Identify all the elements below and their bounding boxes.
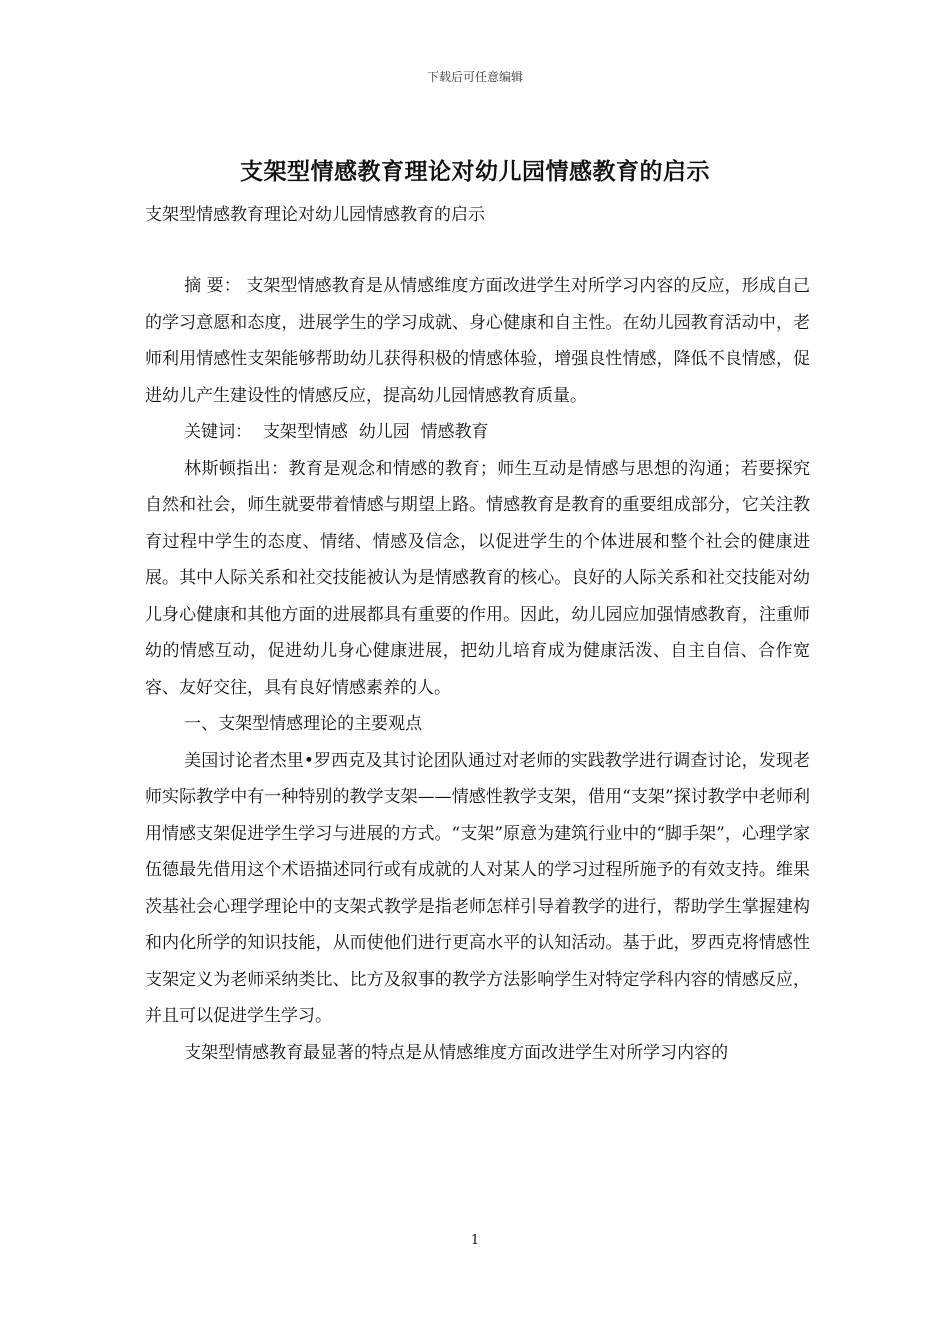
- section-heading: 一、支架型情感理论的主要观点: [184, 714, 423, 734]
- continuing-paragraph: 支架型情感教育最显著的特点是从情感维度方面改进学生对所学习内容的: [184, 1042, 729, 1063]
- section-paragraph: 美国讨论者杰里•罗西克及其讨论团队通过对老师的实践教学进行调查讨论，发现老师实际教学中有一种特别的教学支架——情感性教学支架，借用“支架”探讨教学中老师利用情感支架促进学生学习与进展的方式。“支架”原意为建筑行业中的“脚手架”，心理学家伍德最先借用这个术语描述同行或有成就的人对某人的学习过程所施予的有效支持。维果茨基社会心理学理论中的支架式教学是指老师怎样引导着教学的进行，帮助学生掌握建构和内化所学的知识技能，从而使他们进行更高水平的认知活动。基于此，罗西克将情感性支架定义为老师采纳类比、比方及叙事的教学方法影响学生对特定学科内容的情感反应，并且可以促进学生学习。: [145, 750, 810, 1026]
- document-title: 支架型情感教育理论对幼儿园情感教育的启示: [240, 158, 710, 185]
- intro-paragraph: 林斯顿指出：教育是观念和情感的教育；师生互动是情感与思想的沟通；若要探究自然和社会，师生就要带着情感与期望上路。情感教育是教育的重要组成部分，它关注教育过程中学生的态度、情绪、情感及信念，以促进学生的个体进展和整个社会的健康进展。其中人际关系和社交技能被认为是情感教育的核心。良好的人际关系和社交技能对幼儿身心健康和其他方面的进展都具有重要的作用。因此，幼儿园应加强情感教育，注重师幼的情感互动，促进幼儿身心健康进展，把幼儿培育成为健康活泼、自主自信、合作宽容、友好交往，具有良好情感素养的人。: [145, 458, 810, 698]
- header-note: 下载后可任意编辑: [426, 70, 523, 84]
- document-subtitle: 支架型情感教育理论对幼儿园情感教育的启示: [145, 205, 485, 225]
- page-number: 1: [470, 1233, 480, 1248]
- keywords-paragraph: 关键词： 支架型情感 幼儿园 情感教育: [184, 422, 489, 442]
- abstract-paragraph: 摘 要： 支架型情感教育是从情感维度方面改进学生对所学习内容的反应，形成自己的学习意愿和态度，进展学生的学习成就、身心健康和自主性。在幼儿园教育活动中，老师利用情感性支架能够帮助幼儿获得积极的情感体验，增强良性情感，降低不良情感，促进幼儿产生建设性的情感反应，提高幼儿园情感教育质量。: [145, 276, 810, 406]
- document-body: [145, 268, 810, 1071]
